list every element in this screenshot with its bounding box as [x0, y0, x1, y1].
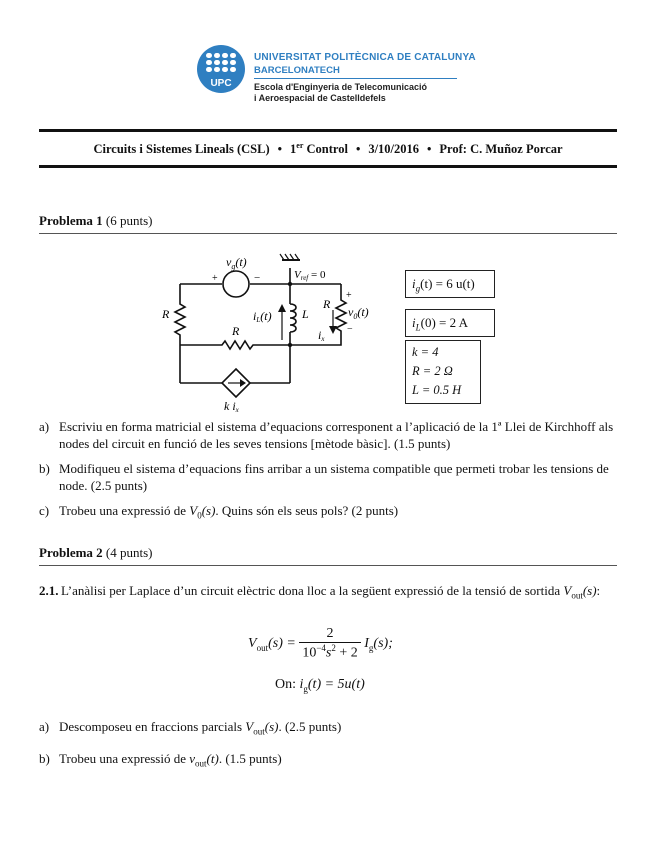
- label-vref: Vref = 0: [294, 269, 326, 282]
- label-minus: −: [254, 272, 261, 284]
- label-v0: $v_0(t)$: [348, 305, 369, 321]
- label-ix: ix: [318, 328, 325, 343]
- label-il: iL(t): [253, 309, 272, 324]
- label-v0-plus: +: [346, 290, 352, 301]
- professor: Prof: C. Muñoz Porcar: [439, 142, 563, 157]
- label-l: L: [302, 307, 309, 321]
- label-kix: k ix: [224, 399, 239, 414]
- problem-1-rule: [39, 233, 617, 234]
- problem-2-rule: [39, 565, 617, 566]
- label-r-right: R: [323, 297, 331, 311]
- course-info: Circuits i Sistemes Lineals (CSL) • 1er Control • 3/10/2016 • Prof: C. Muñoz Porcar: [93, 141, 563, 157]
- label-r-left: R: [162, 307, 170, 321]
- problem-2-intro: 2.1. L’anàlisi per Laplace d’un circuit elèctric dona lloc a la següent expressió de la tensió de sortida $V_{out}(s)$:: [39, 583, 601, 601]
- formula-fraction: $\frac{2}{10^{-4}s^2 + 2}$: [299, 626, 360, 662]
- problem-1-item-a: a) Escriviu en forma matricial el sistema d’equacions corresponent a l’aplicació de la 1ª Llei de Kirchhoff als nodes del circuit en funció de les seves tensions [mètode bàsic]. (1.5 punts): [39, 419, 614, 451]
- initial-condition-box: $i_L(0) = 2$ A: [405, 309, 495, 337]
- university-subtitle: BARCELONATECH: [254, 65, 340, 76]
- course-name: Circuits i Sistemes Lineals (CSL): [93, 142, 270, 157]
- input-condition: On: $i_g(t) = 5u(t)$: [275, 677, 365, 694]
- transfer-formula: $V_{out}(s)$ = $\frac{2}{10^{-4}s^2 + 2}$ $I_g(s)$;: [248, 626, 393, 661]
- label-r-mid: R: [232, 324, 240, 338]
- bottom-rule: [39, 165, 617, 168]
- top-rule: [39, 129, 617, 132]
- control-num: 1: [290, 142, 297, 157]
- school-line-2: i Aeroespacial de Castelldefels: [254, 93, 386, 103]
- label-vg: $v_g(t)$: [226, 255, 247, 271]
- problem-2-item-b: b) Trobeu una expressió de $v_{out}(t)$. (1.5 punts): [39, 751, 282, 769]
- school-line-1: Escola d'Enginyeria de Telecomunicació: [254, 82, 428, 92]
- problem-1-item-b: b) Modifiqueu el sistema d’equacions fins arribar a un sistema compatible que permeti trobar les tensions de node. (2.5 punts): [39, 461, 609, 493]
- label-plus: +: [212, 273, 218, 284]
- formula-denominator: $10^{-4}s^2 + 2$: [302, 643, 358, 661]
- problem-2-title: Problema 2 (4 punts): [39, 545, 153, 560]
- upc-logo: [197, 45, 245, 93]
- parameters-box: k = 4 R = 2 Ω L = 0.5 H: [405, 340, 481, 404]
- source-value-box: $i_g(t) = 6$ u(t): [405, 270, 495, 298]
- label-v0-minus: −: [347, 324, 353, 335]
- header-divider: [254, 78, 457, 79]
- university-name: UNIVERSITAT POLITÈCNICA DE CATALUNYA: [254, 52, 476, 63]
- circuit-diagram: [160, 248, 400, 420]
- problem-1-item-c: c) Trobeu una expressió de $V_0(s)$. Quins són els seus pols? (2 punts): [39, 503, 399, 521]
- problem-2-item-a: a) Descomposeu en fraccions parcials $V_{out}(s)$. (2.5 punts): [39, 719, 342, 737]
- logo-text: UPC: [210, 78, 232, 89]
- problem-1-title: Problema 1 (6 punts): [39, 213, 153, 228]
- exam-date: 3/10/2016: [368, 142, 420, 157]
